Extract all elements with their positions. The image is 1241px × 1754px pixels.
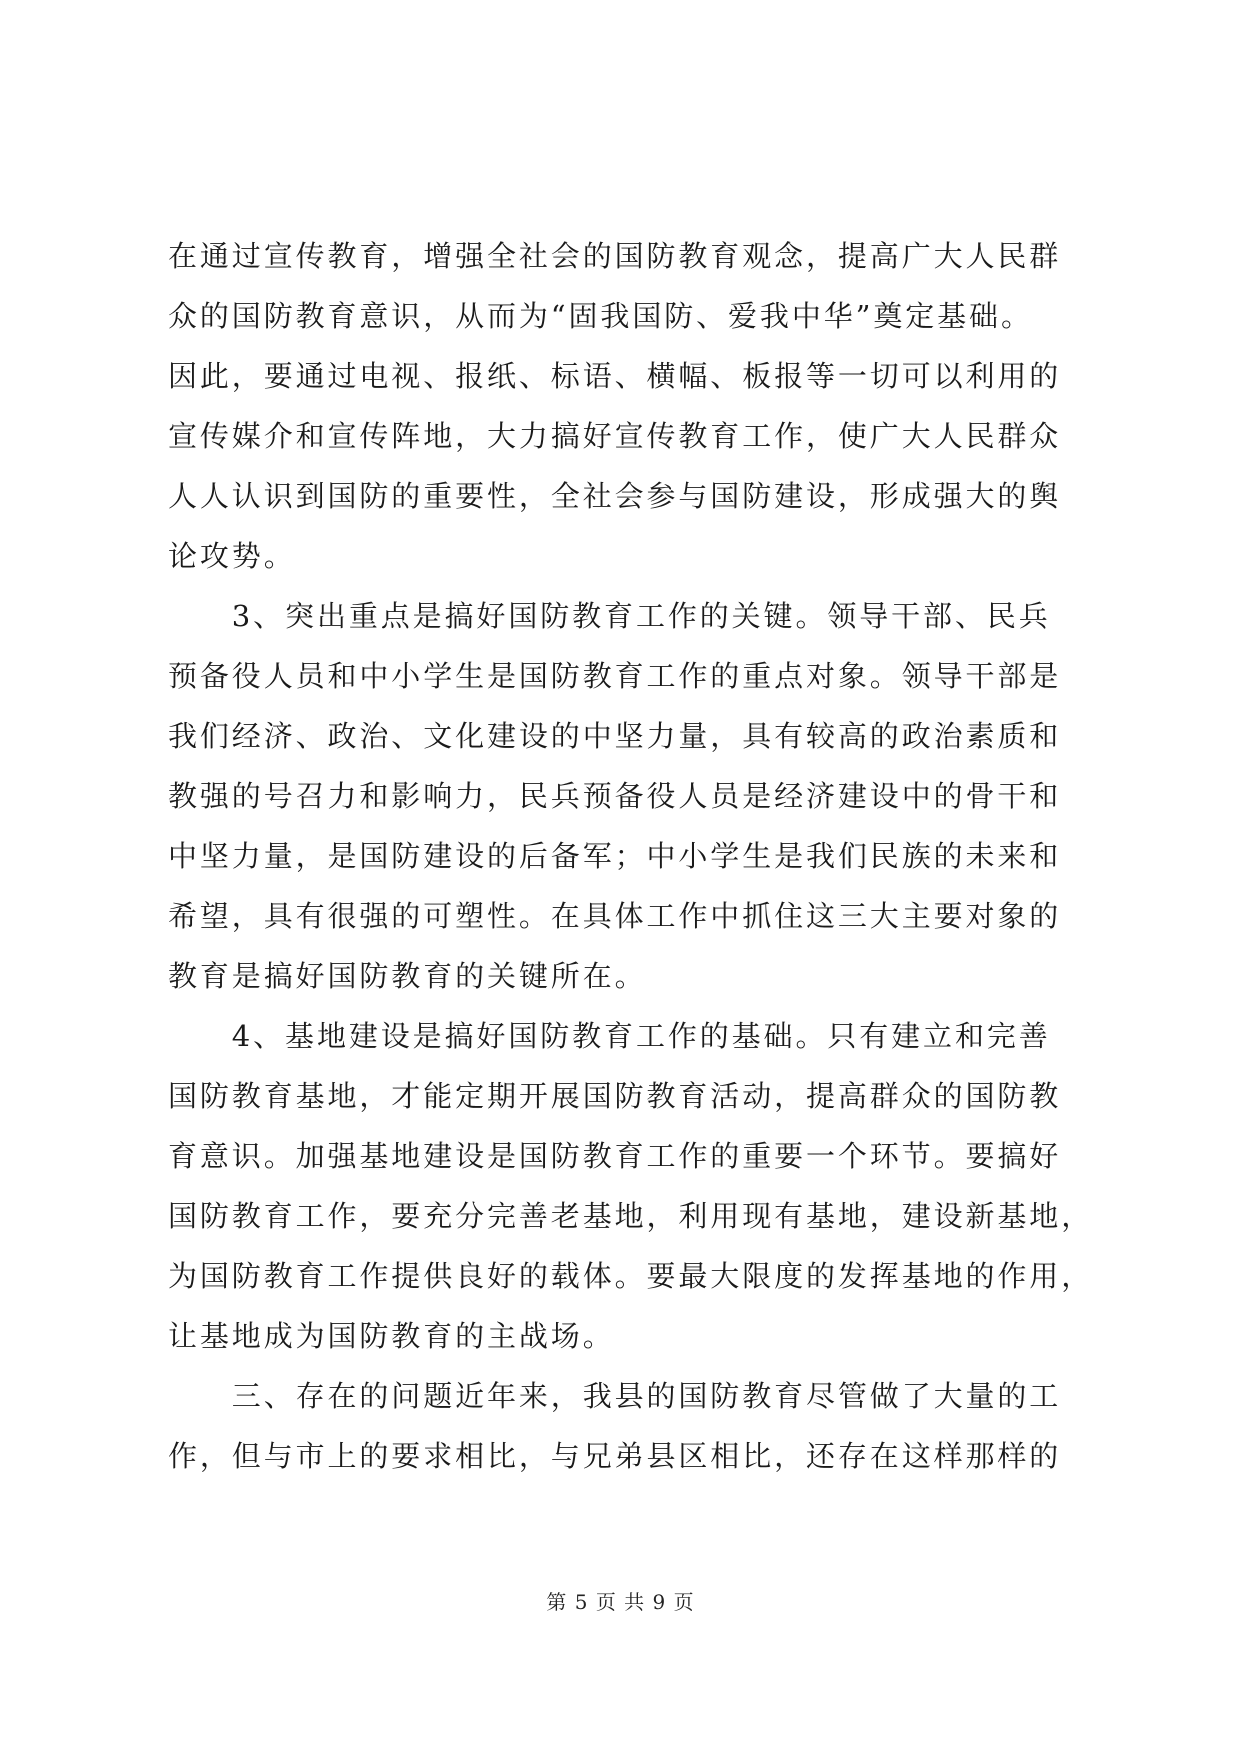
text-line: 三、存在的问题近年来，我县的国防教育尽管做了大量的工 (168, 1379, 1062, 1413)
text-line: 宣传媒介和宣传阵地，大力搞好宣传教育工作，使广大人民群众 (168, 419, 1062, 453)
text-line: 育意识。加强基地建设是国防教育工作的重要一个环节。要搞好 (168, 1139, 1062, 1173)
text-line: 让基地成为国防教育的主战场。 (168, 1319, 615, 1353)
text-line: 众的国防教育意识，从而为“固我国防、爱我中华”奠定基础。 (168, 299, 1033, 333)
text-line: 我们经济、政治、文化建设的中坚力量，具有较高的政治素质和 (168, 719, 1062, 753)
text-line: 国防教育基地，才能定期开展国防教育活动，提高群众的国防教 (168, 1079, 1062, 1113)
text-line: 教强的号召力和影响力，民兵预备役人员是经济建设中的骨干和 (168, 779, 1062, 813)
text-line: 作，但与市上的要求相比，与兄弟县区相比，还存在这样那样的 (168, 1439, 1062, 1473)
text-line: 因此，要通过电视、报纸、标语、横幅、板报等一切可以利用的 (168, 359, 1062, 393)
text-line: 希望，具有很强的可塑性。在具体工作中抓住这三大主要对象的 (168, 899, 1062, 933)
body-text (168, 226, 1094, 1486)
text-line: 预备役人员和中小学生是国防教育工作的重点对象。领导干部是 (168, 659, 1062, 693)
text-line: 教育是搞好国防教育的关键所在。 (168, 959, 647, 993)
page-number-label: 第 5 页 共 9 页 (546, 1590, 695, 1614)
page-footer (0, 1588, 1241, 1616)
text-line: 论攻势。 (168, 539, 296, 573)
text-line: 为国防教育工作提供良好的载体。要最大限度的发挥基地的作用， (168, 1259, 1094, 1293)
text-line: 4、基地建设是搞好国防教育工作的基础。只有建立和完善 (168, 1019, 1051, 1053)
text-line: 在通过宣传教育，增强全社会的国防教育观念，提高广大人民群 (168, 239, 1062, 273)
text-line: 国防教育工作，要充分完善老基地，利用现有基地，建设新基地， (168, 1199, 1094, 1233)
text-line: 人人认识到国防的重要性，全社会参与国防建设，形成强大的舆 (168, 479, 1062, 513)
text-line: 中坚力量，是国防建设的后备军；中小学生是我们民族的未来和 (168, 839, 1062, 873)
text-line: 3、突出重点是搞好国防教育工作的关键。领导干部、民兵 (168, 599, 1051, 633)
